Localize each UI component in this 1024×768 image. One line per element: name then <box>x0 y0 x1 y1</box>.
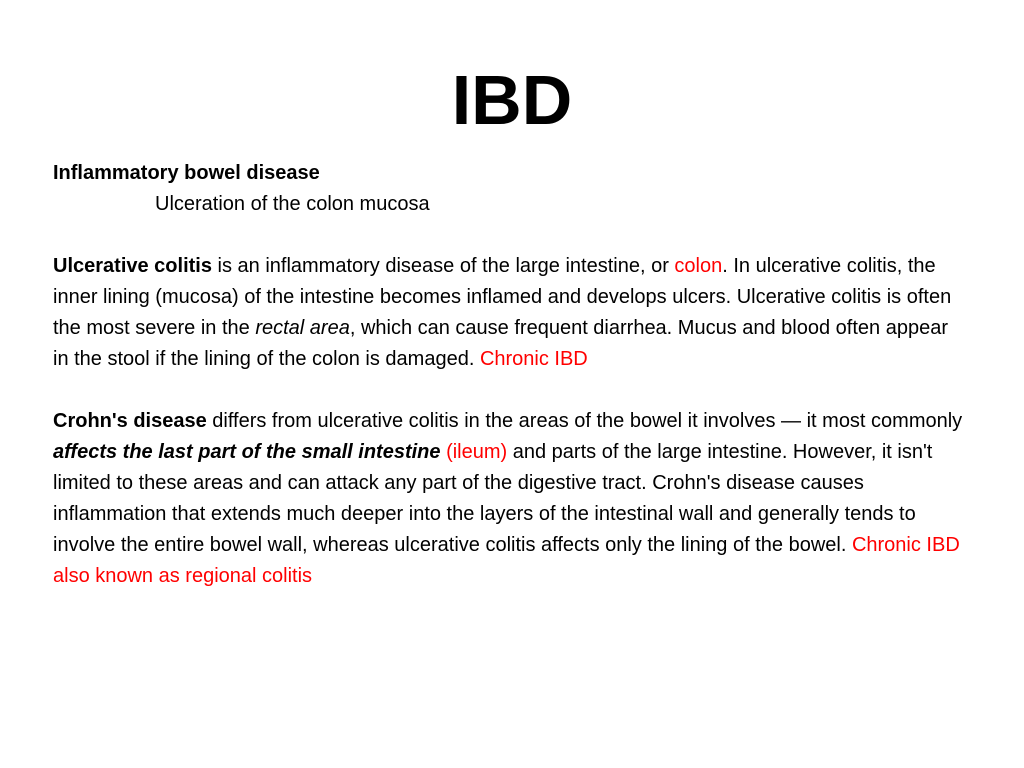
crohns-disease-paragraph <box>53 406 963 592</box>
ulcerative-text-3: , which can cause frequent diarrhea. Mucus and blood often appear in the stool if the lining of the colon is damaged. <box>53 317 948 370</box>
ulcerative-text-2: . In ulcerative colitis, the inner lining (mucosa) of the intestine becomes inflamed and develops ulcers. Ulcerative colitis is often the most severe in the <box>53 255 952 339</box>
paragraph-gap <box>53 375 963 406</box>
ileum-highlight: (ileum) <box>446 441 508 463</box>
chronic-ibd-note: Chronic IBD <box>479 348 588 370</box>
crohns-text-1: differs from ulcerative colitis in the areas of the bowel it involves — it most commonly <box>206 410 963 432</box>
regional-colitis-note: Chronic IBD also known as regional colitis <box>53 534 960 587</box>
intro-subline: Ulceration of the colon mucosa <box>155 193 430 215</box>
intro-heading: Inflammatory bowel disease <box>53 162 320 184</box>
rectal-area-emphasis: rectal area <box>255 317 350 339</box>
colon-highlight: colon <box>674 255 723 277</box>
ulcerative-colitis-term: Ulcerative colitis <box>53 255 212 277</box>
slide-body <box>53 158 963 592</box>
small-intestine-emphasis: affects the last part of the small intestine <box>53 441 441 463</box>
crohns-disease-term: Crohn's disease <box>53 410 207 432</box>
ulcerative-text-1: is an inflammatory disease of the large intestine, or <box>211 255 675 277</box>
paragraph-gap <box>53 220 963 251</box>
crohns-text-2: and parts of the large intestine. However, it isn't limited to these areas and can attack any part of the digestive tract. Crohn's disease causes inflammation that extends much deeper into the layers of the intestinal wall and generally tends to involve the entire bowel wall, whereas ulcerative colitis affects only the lining of the bowel. <box>53 441 933 556</box>
slide-title: IBD <box>451 61 573 139</box>
ulcerative-colitis-paragraph <box>53 251 963 375</box>
